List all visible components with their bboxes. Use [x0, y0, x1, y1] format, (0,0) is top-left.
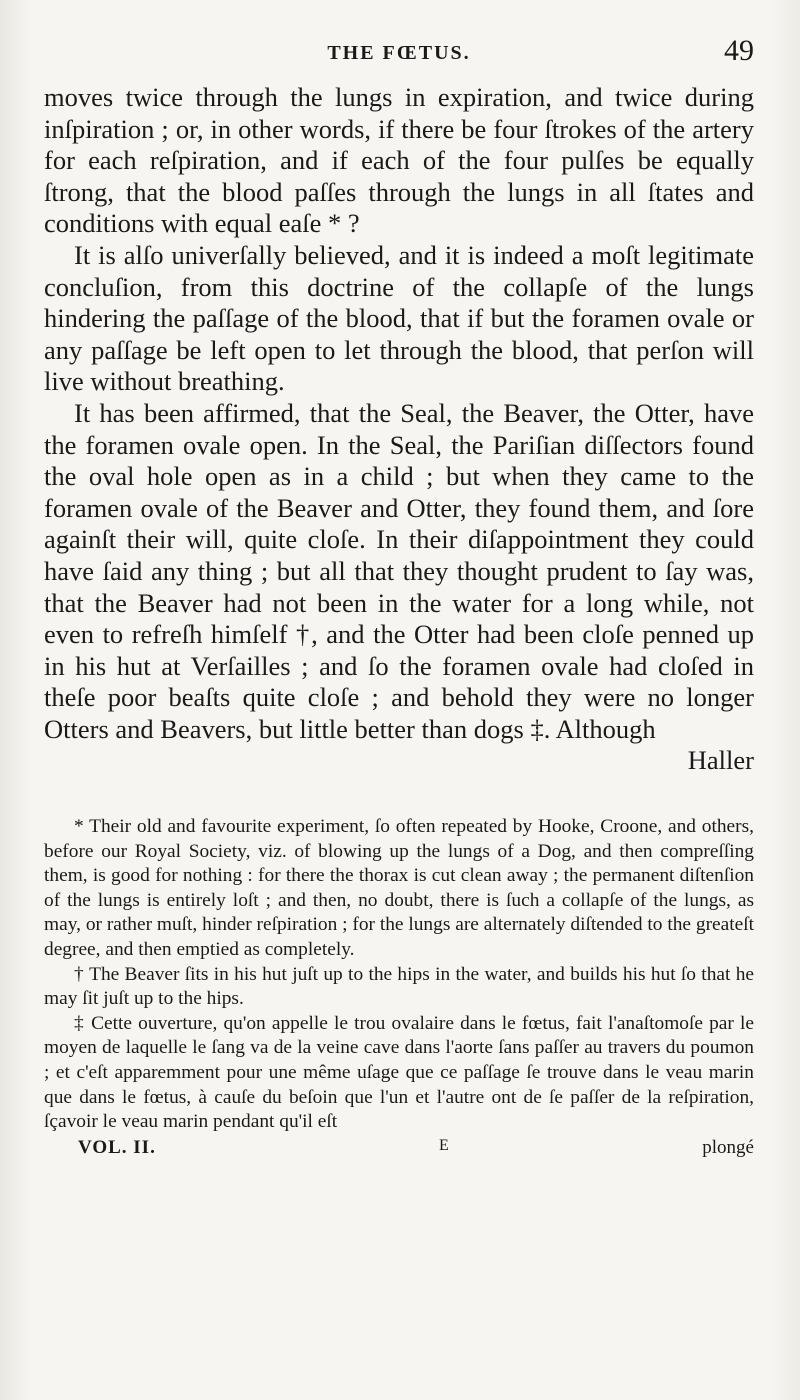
footer-catchword: plongé: [702, 1136, 754, 1158]
footnote: ‡ Cette ouverture, qu'on appelle le trou ovalaire dans le fœtus, fait l'anaſtomoſe par le moyen de laquelle le ſang va de la veine cave dans l'aorte ſans paſſer au travers du poumon ; et c'eſt apparemment pour une même uſage que ce paſſage ſe trouve dans le veau marin que dans le fœtus, à cauſe du beſoin que l'un et l'autre ont de ſe paſſer de la reſpiration, ſçavoir le veau marin pendant qu'il eſt: [44, 1012, 754, 1133]
volume-signature: VOL. II.: [78, 1136, 156, 1158]
paragraph: It has been affirmed, that the Seal, the Beaver, the Otter, have the foramen ovale open. In the Seal, the Pariſian diſſectors found the oval hole open as in a child ; but when they came to the foramen ovale of the Beaver and Otter, they found them, and ſore againſt their will, quite cloſe. In their diſappointment they could have ſaid any thing ; but all that they thought prudent to ſay was, that the Beaver had not been in the water for a long while, not even to refreſh himſelf †, and the Otter had been cloſe penned up in his hut at Verſailles ; and ſo the foramen ovale had cloſed in theſe poor beaſts quite cloſe ; and behold they were no longer Otters and Beavers, but little better than dogs ‡. Although: [44, 397, 754, 744]
signature-mark: E: [439, 1136, 449, 1154]
page-number: 49: [724, 34, 754, 67]
footnote: † The Beaver ſits in his hut juſt up to the hips in the water, and builds his hut ſo that he may ſit juſt up to the hips.: [44, 963, 754, 1010]
paragraph: It is alſo univerſally believed, and it is indeed a moſt legitimate concluſion, from this doctrine of the collapſe of the lungs hindering the paſſage of the blood, that if but the foramen ovale or any paſſage be left open to let through the blood, that perſon will live without breathing.: [44, 239, 754, 397]
page-header: [44, 30, 754, 82]
footnote: * Their old and favourite experiment, ſo often repeated by Hooke, Croone, and others, before our Royal Society, viz. of blowing up the lungs of a Dog, and then compreſſing them, is good for nothing : for there the thorax is cut clean away ; the permanent diſtenſion of the lungs is entirely loſt ; and then, no doubt, there is ſuch a collapſe of the lungs, as may, or rather muſt, hinder reſpiration ; for the lungs are alternately diſtended to the greateſt degree, and then emptied as completely.: [44, 816, 755, 961]
footnotes: [44, 815, 754, 1135]
page-footer: [44, 1137, 754, 1167]
main-text: [44, 82, 754, 777]
running-head: THE FŒTUS.: [327, 42, 471, 64]
catchword: Haller: [687, 745, 754, 776]
paragraph: moves twice through the lungs in expiration, and twice during inſpiration ; or, in other words, if there be four ſtrokes of the artery for each reſpiration, and if each of the four pulſes be equally ſtrong, that the blood paſſes through the lungs in all ſtates and conditions with equal eaſe * ?: [44, 82, 754, 239]
